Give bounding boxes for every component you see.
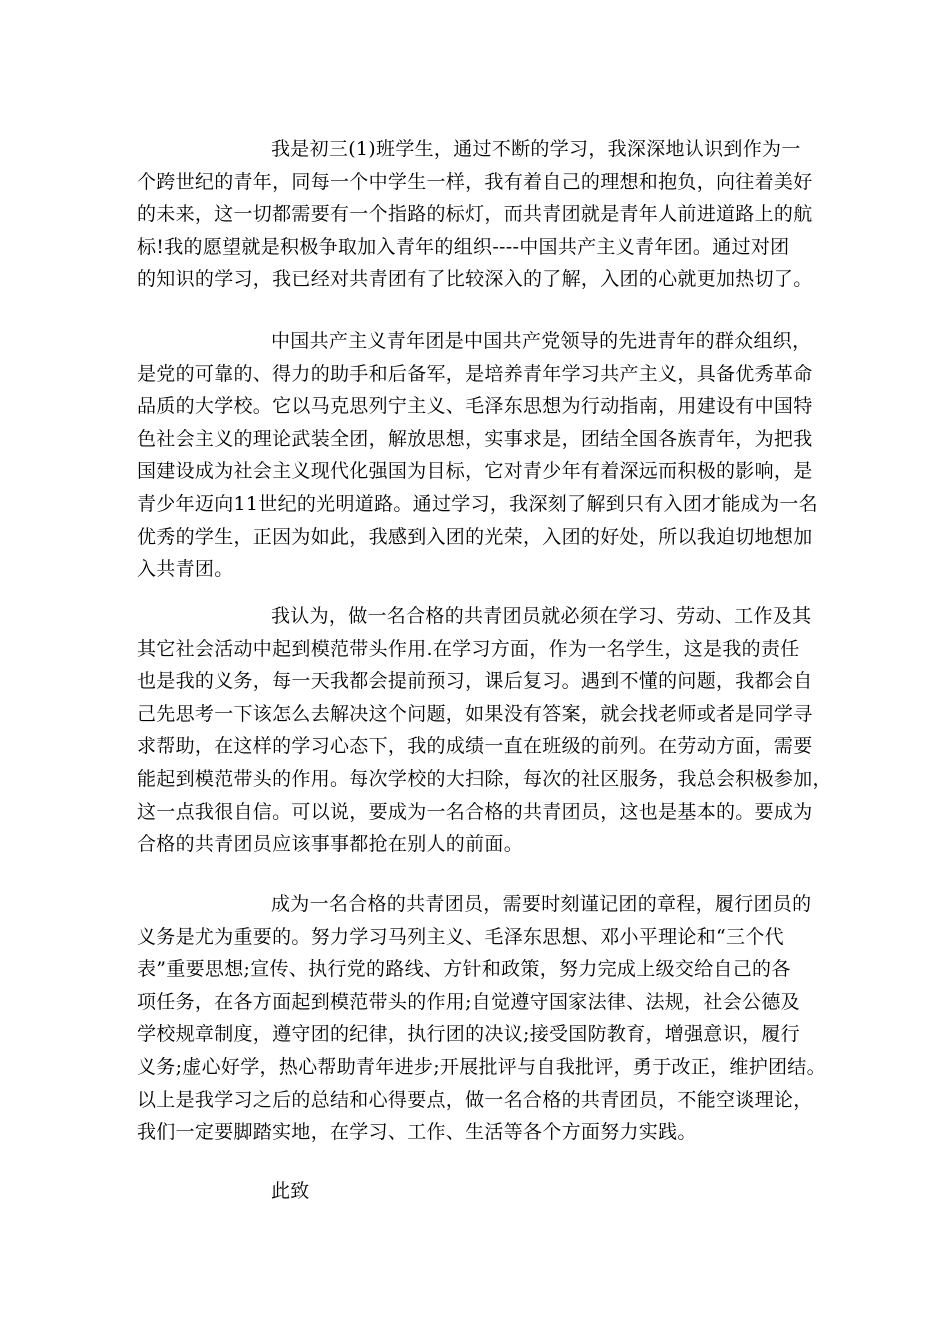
paragraph-line: 义务;虚心好学，热心帮助青年进步;开展批评与自我批评，勇于改正，维护团结。 [137,1055,826,1078]
paragraph-line: 求帮助，在这样的学习心态下，我的成绩一直在班级的前列。在劳动方面，需要 [137,735,813,758]
paragraph-line: 表”重要思想;宣传、执行党的路线、方针和政策，努力完成上级交给自己的各 [137,958,791,981]
paragraph-line: 以上是我学习之后的总结和心得要点，做一名合格的共青团员，不能空谈理论， [137,1088,813,1111]
paragraph-line: 青少年迈向11世纪的光明道路。通过学习，我深刻了解到只有入团才能成为一名 [137,492,818,515]
paragraph-line: 也是我的义务，每一天我都会提前预习，课后复习。遇到不懂的问题，我都会自 [137,670,813,693]
paragraph-line: 国建设成为社会主义现代化强国为目标，它对青少年有着深远而积极的影响，是 [137,460,813,483]
paragraph-line: 中国共产主义青年团是中国共产党领导的先进青年的群众组织， [271,330,812,352]
paragraph-4 [137,888,827,1149]
paragraph-line: 标!我的愿望就是积极争取加入青年的组织----中国共产主义青年团。通过对团 [137,235,790,258]
paragraph-line: 己先思考一下该怎么去解决这个问题，如果没有答案，就会找老师或者是同学寻 [137,702,813,725]
paragraph-line: 其它社会活动中起到模范带头作用.在学习方面，作为一名学生，这是我的责任 [137,637,800,660]
paragraph-line: 的未来，这一切都需要有一个指路的标灯，而共青团就是青年人前进道路上的航 [137,203,813,226]
paragraph-2 [137,325,827,586]
paragraph-line: 个跨世纪的青年，同每一个中学生一样，我有着自己的理想和抱负，向往着美好 [137,170,813,193]
closing-salutation [137,1175,827,1208]
paragraph-line: 此致 [271,1180,310,1202]
paragraph-line: 成为一名合格的共青团员，需要时刻谨记团的章程，履行团员的 [271,893,812,915]
paragraph-line: 学校规章制度，遵守团的纪律，执行团的决议;接受国防教育，增强意识，履行 [137,1023,800,1046]
paragraph-line: 项任务，在各方面起到模范带头的作用;自觉遵守国家法律、法规，社会公德及 [137,990,800,1013]
paragraph-line: 义务是尤为重要的。努力学习马列主义、毛泽东思想、邓小平理论和“三个代 [137,925,784,948]
paragraph-line: 色社会主义的理论武装全团，解放思想，实事求是，团结全国各族青年，为把我 [137,427,813,450]
paragraph-line: 我认为，做一名合格的共青团员就必须在学习、劳动、工作及其 [271,605,812,627]
paragraph-1 [137,133,827,296]
paragraph-line: 这一点我很自信。可以说，要成为一名合格的共青团员，这也是基本的。要成为 [137,800,813,823]
paragraph-line: 能起到模范带头的作用。每次学校的大扫除，每次的社区服务，我总会积极参加， [137,767,832,790]
paragraph-line: 品质的大学校。它以马克思列宁主义、毛泽东思想为行动指南，用建设有中国特 [137,395,813,418]
paragraph-line: 入共青团。 [137,558,234,581]
paragraph-line: 的知识的学习，我已经对共青团有了比较深入的了解，入团的心就更加热切了。 [137,268,813,291]
paragraph-line: 我们一定要脚踏实地，在学习、工作、生活等各个方面努力实践。 [137,1121,697,1144]
paragraph-line: 合格的共青团员应该事事都抢在别人的前面。 [137,833,524,856]
paragraph-line: 优秀的学生，正因为如此，我感到入团的光荣，入团的好处，所以我迫切地想加 [137,525,813,548]
paragraph-line: 我是初三(1)班学生，通过不断的学习，我深深地认识到作为一 [271,138,801,160]
paragraph-line: 是党的可靠的、得力的助手和后备军，是培养青年学习共产主义，具备优秀革命 [137,362,813,385]
paragraph-3 [137,600,832,861]
